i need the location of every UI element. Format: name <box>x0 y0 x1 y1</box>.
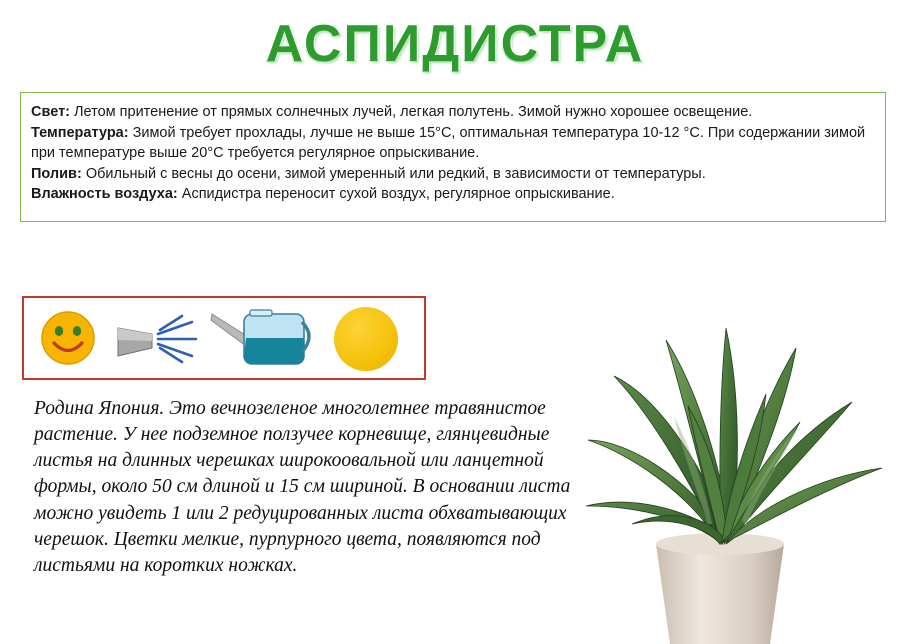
care-row-light-text: Летом притенение от прямых солнечных лучей, легкая полутень. Зимой нужно хорошее освещение. <box>70 104 753 120</box>
care-row-watering <box>31 164 875 185</box>
care-row-temperature-label: Температура: <box>31 124 129 141</box>
icon-strip <box>22 296 426 380</box>
care-row-humidity-text: Аспидистра переносит сухой воздух, регулярное опрыскивание. <box>177 186 615 203</box>
care-row-light <box>31 102 875 123</box>
care-row-humidity-label: Влажность воздуха: <box>31 186 178 203</box>
care-info-box <box>20 92 886 222</box>
page-title: АСПИДИСТРА <box>265 15 645 73</box>
sun-icon <box>334 307 398 371</box>
smiley-icon <box>40 310 96 366</box>
care-row-temperature <box>31 123 875 164</box>
spray-icon <box>116 312 202 366</box>
care-row-light-label: Свет: <box>31 104 70 120</box>
care-row-watering-label: Полив: <box>31 165 82 182</box>
description-text: Родина Япония. Это вечнозеленое многолетнее травянистое растение. У нее подземное ползучее корневище, глянцевидные листья на длинных черешках широкоовальной или ланцетной формы, около 50 см длиной и 15 см шириной. В основании листа можно увидеть 1 или 2 редуцированных листа обхватывающих черешок. Цветки мелкие, пурпурного цвета, появляются под листьями на коротких ножках. <box>34 398 571 576</box>
aspidistra-plant-photo <box>570 244 910 644</box>
care-row-humidity <box>31 184 875 205</box>
care-row-temperature-text: Зимой требует прохлады, лучше не выше 15°C, оптимальная температура 10-12 °C. При содержании зимой при температуре выше 20°C требуется регулярное опрыскивание. <box>31 124 866 162</box>
care-row-watering-text: Обильный с весны до осени, зимой умеренный или редкий, в зависимости от температуры. <box>81 165 706 182</box>
watering-can-icon <box>210 308 316 370</box>
